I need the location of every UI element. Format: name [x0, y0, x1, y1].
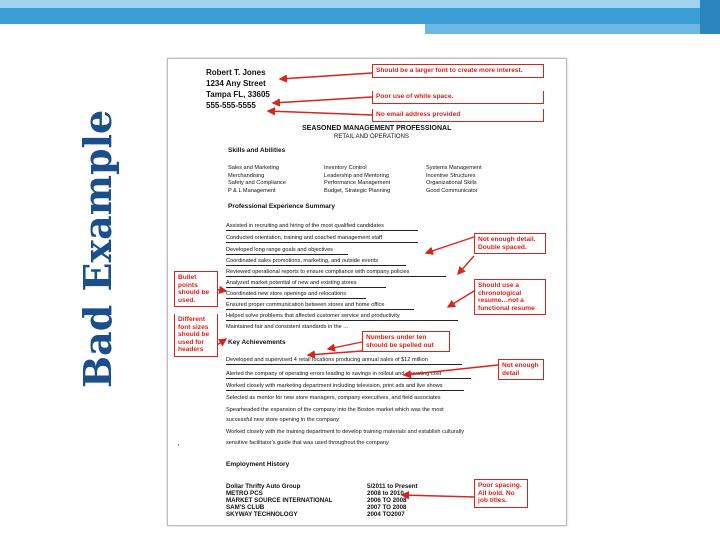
- note-font-headers: Different font sizes should be used for headers: [174, 314, 218, 357]
- skill-item: Budget, Strategic Planning: [324, 187, 391, 194]
- experience-line: Assisted in recruiting and hiring of the most qualified candidates: [226, 223, 384, 229]
- slide-title: Bad Example: [75, 109, 120, 388]
- text-underline: [226, 378, 471, 379]
- stray-mark: ': [178, 444, 180, 451]
- employer-item: METRO PCS: [226, 490, 263, 497]
- experience-line: Ensured proper communication between stores and home office: [226, 302, 385, 308]
- experience-line: Coordinated new store openings and relocations: [226, 291, 347, 297]
- note-white-space: Poor use of white space.: [372, 91, 544, 104]
- experience-line: Developed long range goals and objectives: [226, 247, 333, 253]
- achievement-line: Worked closely with marketing department including television, print ads and live shows: [226, 383, 443, 389]
- top-banner-highlight: [0, 0, 720, 8]
- note-font-size: Should be a larger font to create more interest.: [372, 64, 544, 78]
- text-underline: [226, 242, 418, 243]
- achievement-line: Alerted the company of operating errors leading to savings in rollout and operating cost: [226, 371, 442, 377]
- text-underline: [226, 320, 458, 321]
- note-bullets: Bullet points should be used.: [174, 271, 218, 307]
- note-detail-spacing: Not enough detail. Double spaced.: [474, 233, 546, 254]
- employer-item: SKYWAY TECHNOLOGY: [226, 511, 298, 518]
- experience-heading: Professional Experience Summary: [228, 203, 335, 210]
- date-item: 2006 TO 2008: [367, 497, 407, 504]
- skill-item: Inventory Control: [324, 165, 367, 171]
- resume-headline: SEASONED MANAGEMENT PROFESSIONAL: [302, 125, 452, 132]
- resume-name: Robert T. Jones: [206, 68, 266, 77]
- skill-item: Incentive Structures: [426, 172, 476, 179]
- skill-item: Organizational Skills: [426, 180, 477, 187]
- top-banner: [0, 0, 720, 24]
- date-list: [367, 483, 418, 518]
- employer-list: [226, 483, 332, 518]
- experience-line: Reviewed operational reports to ensure compliance with company policies: [226, 269, 410, 275]
- skills-column-3: [426, 165, 482, 195]
- achievement-line: successful new store opening in the company: [226, 417, 339, 423]
- date-item: 2008 to 2010: [367, 490, 404, 497]
- experience-line: Conducted orientation, training and coached management staff: [226, 235, 383, 241]
- skill-item: Good Communicator: [426, 187, 478, 194]
- employer-item: Dollar Thrifty Auto Group: [226, 483, 301, 490]
- skill-item: Sales and Marketing: [228, 165, 279, 171]
- skill-item: Performance Management: [324, 180, 391, 187]
- text-underline: [226, 265, 406, 266]
- achievement-line: Worked closely with the training department to develop training materials and establish culturally: [226, 429, 465, 435]
- skill-item: P & L Management: [228, 187, 276, 194]
- achievements-heading: Key Achievements: [228, 339, 286, 346]
- resume-document: [167, 58, 567, 526]
- text-underline: [226, 364, 462, 365]
- top-banner-corner: [700, 0, 720, 34]
- employment-heading: Employment History: [226, 461, 290, 468]
- skill-item: Safety and Compliance: [228, 180, 286, 187]
- text-underline: [226, 276, 446, 277]
- date-item: 2004 TO2007: [367, 511, 405, 518]
- text-underline: [226, 390, 464, 391]
- skill-item: Leadership and Mentoring: [324, 172, 389, 179]
- skill-item: Merchandising: [228, 172, 265, 179]
- date-item: 5/2011 to Present: [367, 483, 418, 490]
- skills-heading: Skills and Abilities: [228, 147, 286, 154]
- experience-line: Maintained fair and consistent standards in the ...: [226, 324, 348, 330]
- text-underline: [226, 298, 366, 299]
- achievement-line: sensitive facilitator's guide that was used throughout the company: [226, 440, 389, 446]
- text-underline: [226, 287, 386, 288]
- experience-line: Coordinated sales promotions, marketing, and outside events: [226, 258, 379, 264]
- skills-column-1: [228, 165, 286, 195]
- note-no-email: No email address provided: [372, 109, 544, 122]
- note-poor-spacing: Poor spacing. All bold. No job titles.: [474, 479, 528, 508]
- top-banner-strip: [425, 24, 720, 34]
- note-numbers: Numbers under ten should be spelled out: [362, 331, 450, 352]
- achievement-line: Spearheaded the expansion of the company into the Boston market which was the most: [226, 407, 444, 413]
- resume-street: 1234 Any Street: [206, 79, 266, 88]
- resume-phone: 555-555-5555: [206, 101, 256, 110]
- skills-column-2: [324, 165, 390, 195]
- note-not-enough-detail: Not enough detail: [498, 359, 544, 380]
- resume-city: Tampa FL, 33605: [206, 90, 270, 99]
- resume-subheadline: RETAIL AND OPERATIONS: [334, 134, 409, 140]
- text-underline: [226, 254, 348, 255]
- date-item: 2007 TO 2008: [367, 504, 407, 511]
- employer-item: SAM'S CLUB: [226, 504, 265, 511]
- achievement-line: Developed and supervised 4 retail locations producing annual sales of $12 million: [226, 357, 428, 363]
- employer-item: MARKET SOURCE INTERNATIONAL: [226, 497, 333, 504]
- experience-line: Helped solve problems that affected customer service and productivity: [226, 313, 400, 319]
- achievement-line: Selected as mentor for new store managers, company executives, and field associates: [226, 395, 441, 401]
- experience-line: Analyzed market potential of new and existing stores: [226, 280, 357, 286]
- text-underline: [226, 230, 418, 231]
- note-chronological: Should use a chronological resume…not a functional resume: [474, 279, 546, 315]
- text-underline: [226, 309, 414, 310]
- skill-item: Systems Management: [426, 165, 482, 171]
